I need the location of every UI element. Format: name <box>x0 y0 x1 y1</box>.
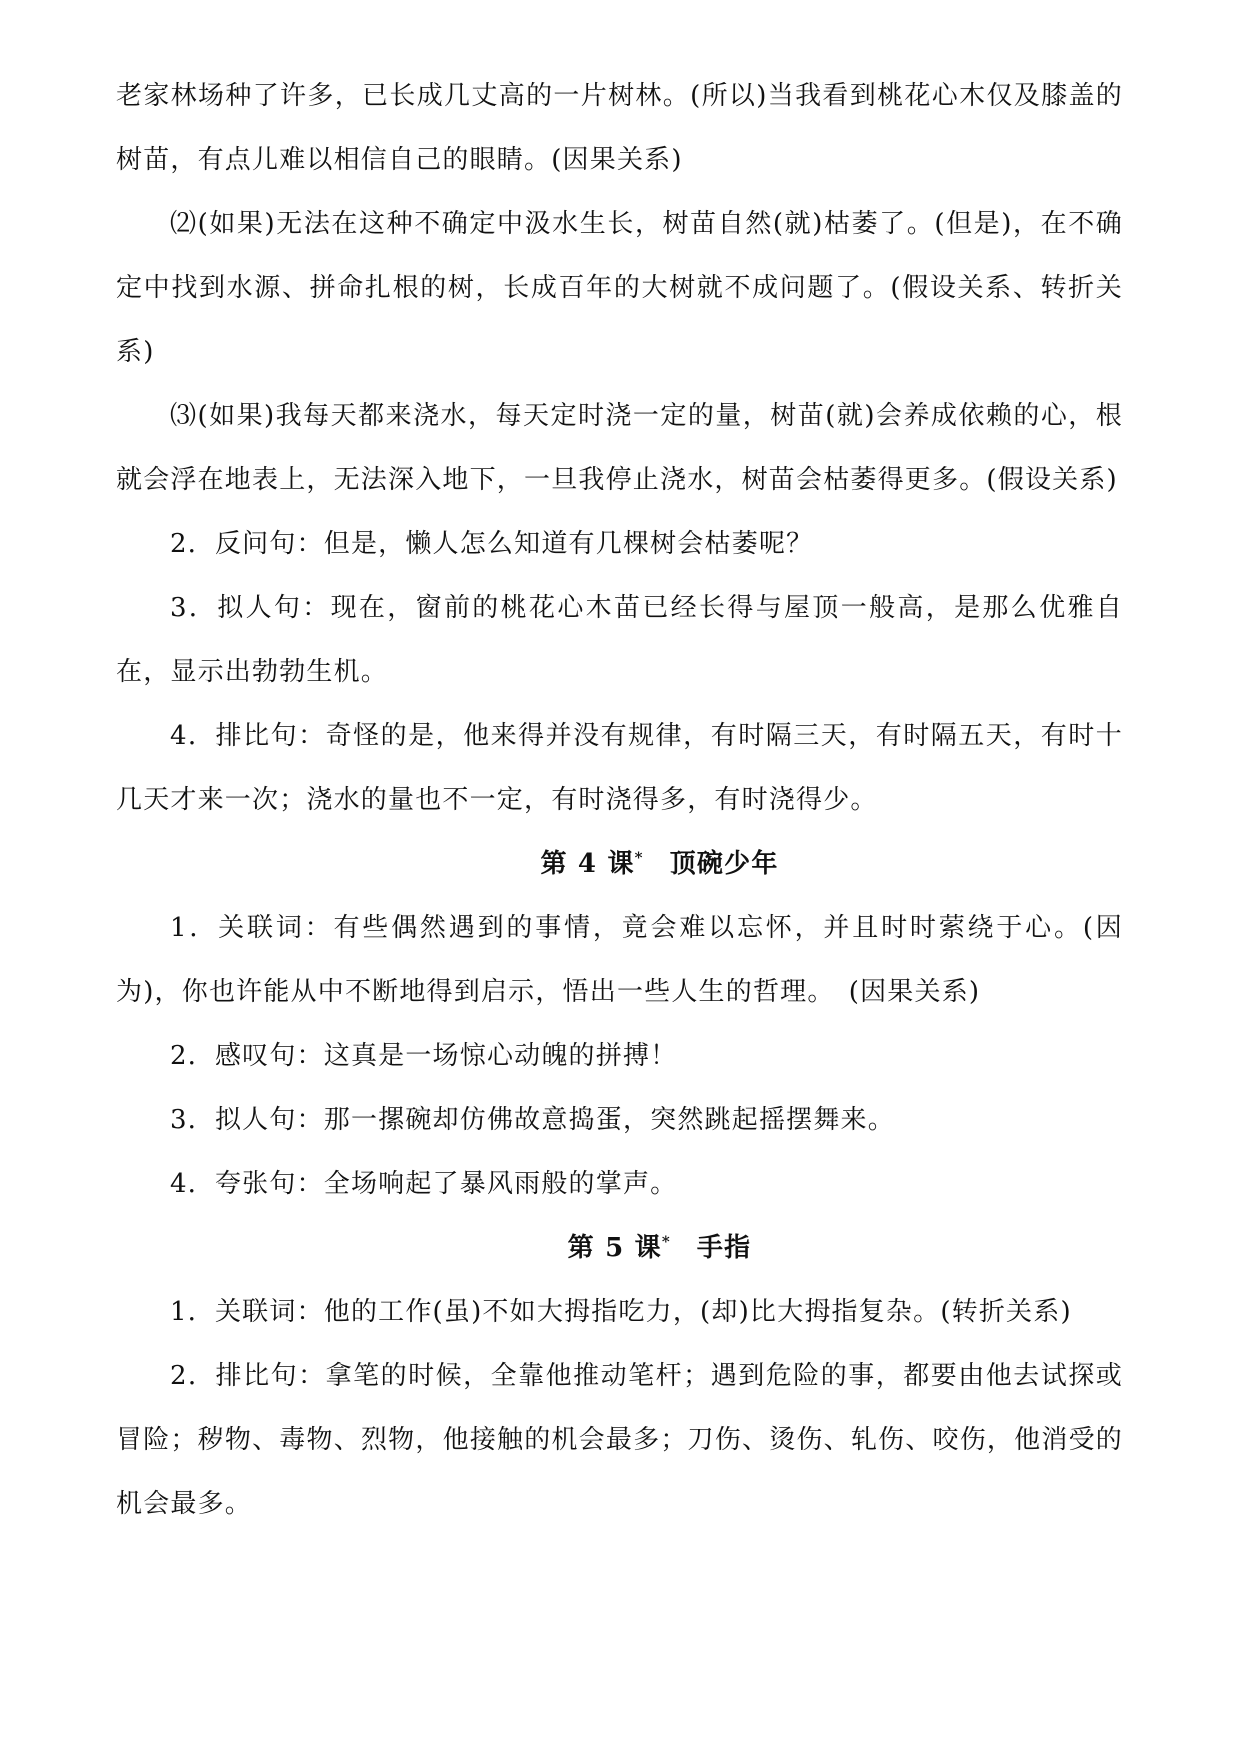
lesson-4-title: 顶碗少年 <box>669 849 779 879</box>
paragraph-continued: 老家林场种了许多，已长成几丈高的一片树林。(所以)当我看到桃花心木仅及膝盖的树苗，有点儿难以相信自己的眼睛。(因果关系) <box>116 81 1123 175</box>
lesson-5-item-2: 2．排比句：拿笔的时候，全靠他推动笔杆；遇到危险的事，都要由他去试探或冒险；秽物、毒物、烈物，他接触的机会最多；刀伤、烫伤、轧伤、咬伤，他消受的机会最多。 <box>116 1361 1123 1519</box>
lesson-4-number: 第 4 课 <box>540 849 635 879</box>
parallelism-item: 4．排比句：奇怪的是，他来得并没有规律，有时隔三天，有时隔五天，有时十几天才来一次；浇水的量也不一定，有时浇得多，有时浇得少。 <box>116 721 1123 815</box>
lesson-5-title: 手指 <box>696 1233 752 1263</box>
lesson-4-star-mark: * <box>634 848 644 867</box>
lesson-4-heading <box>116 832 1123 896</box>
paragraph-item-2: ⑵(如果)无法在这种不确定中汲水生长，树苗自然(就)枯萎了。(但是)，在不确定中找到水源、拼命扎根的树，长成百年的大树就不成问题了。(假设关系、转折关系) <box>116 209 1123 367</box>
lesson-4-item-2: 2．感叹句：这真是一场惊心动魄的拼搏！ <box>170 1041 678 1071</box>
rhetorical-question-item: 2．反问句：但是，懒人怎么知道有几棵树会枯萎呢？ <box>170 529 814 559</box>
personification-item: 3．拟人句：现在，窗前的桃花心木苗已经长得与屋顶一般高，是那么优雅自在，显示出勃勃生机。 <box>116 593 1123 687</box>
lesson-4-item-3: 3．拟人句：那一摞碗却仿佛故意捣蛋，突然跳起摇摆舞来。 <box>170 1105 895 1135</box>
paragraph-item-3: ⑶(如果)我每天都来浇水，每天定时浇一定的量，树苗(就)会养成依赖的心，根就会浮在地表上，无法深入地下，一旦我停止浇水，树苗会枯萎得更多。(假设关系) <box>116 401 1123 495</box>
lesson-5-heading <box>116 1216 1123 1280</box>
lesson-5-star-mark: * <box>661 1232 671 1251</box>
lesson-5-number: 第 5 课 <box>567 1233 662 1263</box>
lesson-4-item-1: 1．关联词：有些偶然遇到的事情，竟会难以忘怀，并且时时萦绕于心。(因为)，你也许能从中不断地得到启示，悟出一些人生的哲理。 (因果关系) <box>116 913 1123 1007</box>
lesson-4-item-4: 4．夸张句：全场响起了暴风雨般的掌声。 <box>170 1169 678 1199</box>
lesson-5-item-1: 1．关联词：他的工作(虽)不如大拇指吃力，(却)比大拇指复杂。(转折关系) <box>170 1297 1072 1327</box>
